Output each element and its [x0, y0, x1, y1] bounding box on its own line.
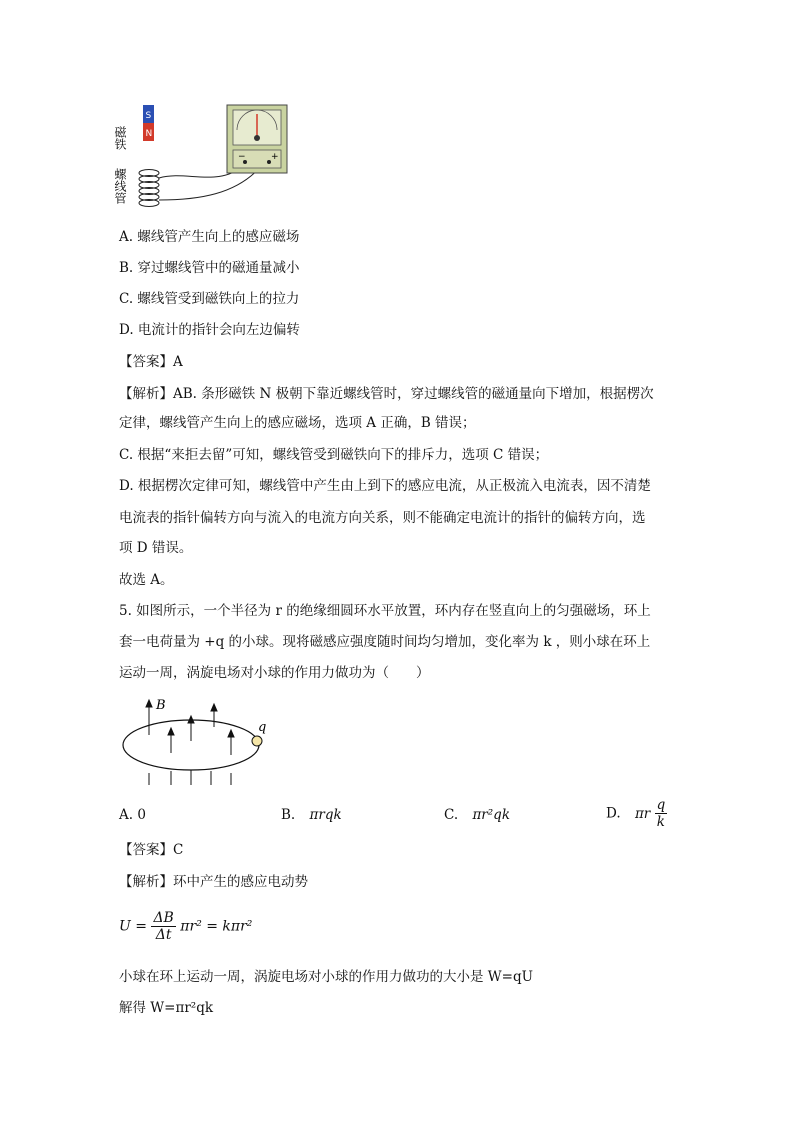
magnet-pole-s-label: S: [145, 111, 152, 121]
q5-option-d-prefix: πr: [634, 805, 651, 822]
q5-option-b-expr: πrqk: [309, 807, 342, 823]
q5-option-d-denominator: k: [656, 814, 665, 830]
magnet-solenoid-figure: [113, 100, 297, 215]
q4-analysis-line-2: 定律，螺线管产生向上的感应磁场，选项 A 正确，B 错误；: [119, 415, 476, 431]
ring-field-figure: [119, 695, 279, 785]
q5-formula-rhs: πr² = kπr²: [180, 918, 253, 935]
q5-option-d-fraction: [655, 797, 668, 830]
meter-plus-label: +: [271, 152, 279, 162]
q5-formula-denominator: Δt: [155, 927, 172, 943]
q4-conclusion: 故选 A。: [119, 572, 174, 588]
q5-stem-line-1: 5. 如图所示，一个半径为 r 的绝缘细圆环水平放置，环内存在竖直向上的匀强磁场，环上: [119, 603, 651, 619]
q5-option-c-label: C.: [444, 807, 459, 823]
meter-minus-label: −: [238, 152, 246, 162]
q5-option-d-numerator: q: [656, 797, 666, 813]
q5-work-line: 小球在环上运动一周，涡旋电场对小球的作用力做功的大小是 W=qU: [119, 969, 533, 985]
q4-option-c: C. 螺线管受到磁铁向上的拉力: [119, 291, 300, 307]
q4-option-d: D. 电流计的指针会向左边偏转: [119, 322, 300, 338]
q5-formula-fraction: [151, 910, 175, 943]
galvanometer: [227, 105, 287, 173]
q5-formula: [119, 910, 252, 943]
q5-formula-lhs: U =: [119, 918, 147, 935]
q5-option-b: [281, 805, 342, 825]
q5-option-d-label: D.: [606, 805, 621, 822]
q5-stem-line-3: 运动一周，涡旋电场对小球的作用力做功为（ ）: [119, 665, 430, 681]
solenoid-label: 螺线管: [113, 168, 127, 204]
magnet-pole-n-label: N: [145, 129, 153, 139]
q4-analysis-line-5: 电流表的指针偏转方向与流入的电流方向关系，则不能确定电流计的指针的偏转方向，选: [119, 510, 646, 526]
q5-option-a: A. 0: [119, 807, 146, 823]
field-label-b: B: [156, 698, 166, 713]
q4-answer: 【答案】A: [119, 354, 183, 370]
q4-analysis-line-3: C. 根据“来拒去留”可知，螺线管受到磁铁向下的排斥力，选项 C 错误；: [119, 447, 549, 463]
q4-analysis-line-1: 【解析】AB. 条形磁铁 N 极朝下靠近螺线管时，穿过螺线管的磁通量向下增加，根据楞次: [119, 386, 654, 402]
q4-analysis-line-4: D. 根据楞次定律可知，螺线管中产生由上到下的感应电流，从正极流入电流表，因不清楚: [119, 478, 651, 494]
q4-option-b: B. 穿过螺线管中的磁通量减小: [119, 260, 300, 276]
q5-option-d: [606, 797, 667, 830]
magnet-label: 磁铁: [113, 126, 127, 150]
q5-answer: 【答案】C: [119, 842, 184, 858]
q5-option-c: [444, 805, 510, 825]
q5-result-line: 解得 W=πr²qk: [119, 1000, 214, 1016]
charged-ball: [252, 736, 262, 746]
solenoid-coil: [139, 170, 159, 207]
q5-option-c-expr: πr²qk: [472, 807, 510, 823]
q4-option-a: A. 螺线管产生向上的感应磁场: [119, 229, 300, 245]
charge-label-q: q: [258, 720, 267, 735]
q5-stem-line-2: 套一电荷量为 +q 的小球。现将磁感应强度随时间均匀增加，变化率为 k ，则小球在环上: [119, 634, 651, 650]
q5-formula-numerator: ΔB: [153, 910, 174, 926]
q5-option-b-label: B.: [281, 807, 296, 823]
q4-analysis-line-6: 项 D 错误。: [119, 540, 193, 556]
q5-analysis-intro: 【解析】环中产生的感应电动势: [119, 874, 308, 890]
